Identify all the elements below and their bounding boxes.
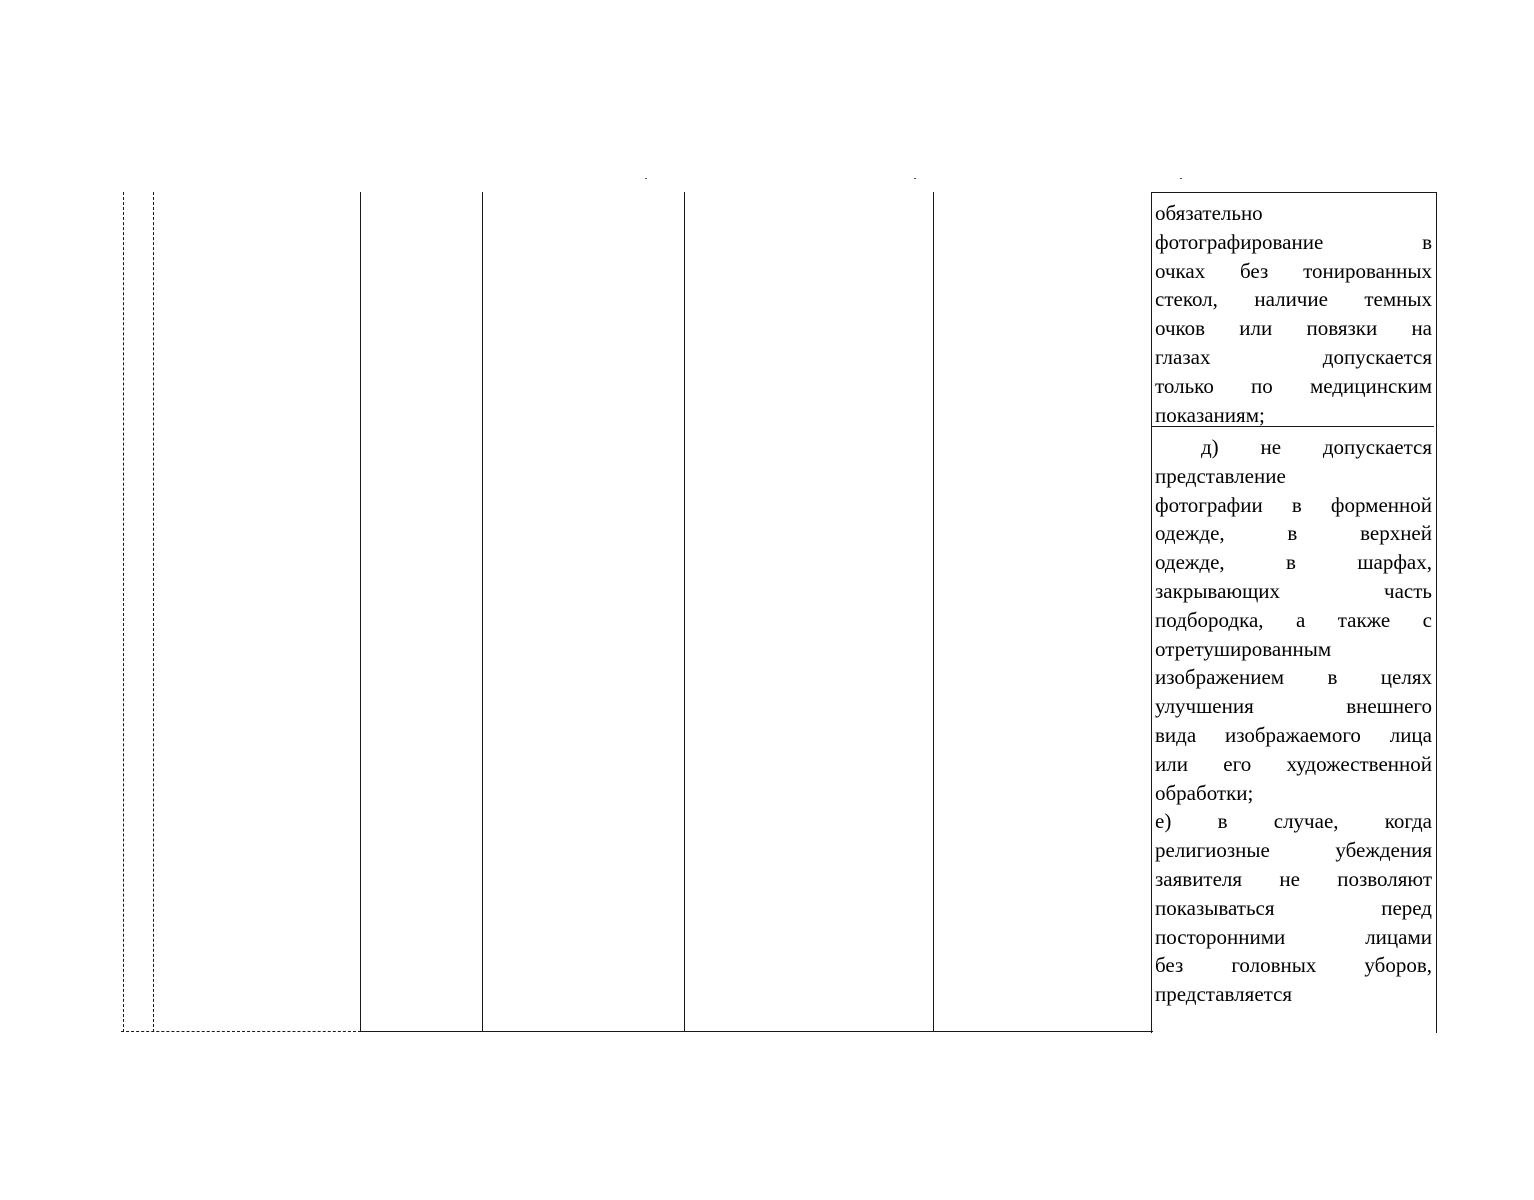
text-line: обработки;	[1155, 780, 1254, 805]
text-line: посторонними лицами	[1155, 924, 1432, 949]
text-line: закрывающих часть	[1155, 578, 1432, 603]
text-line: улучшения внешнего	[1155, 694, 1432, 719]
text-line: стекол, наличие темных	[1155, 287, 1432, 312]
text-line: заявителя не позволяют	[1155, 866, 1432, 891]
text-line: показываться перед	[1155, 895, 1432, 920]
text-line: одежде, в верхней	[1155, 521, 1432, 546]
column-divider-2	[360, 192, 361, 1032]
column-divider-3	[482, 192, 483, 1032]
text-line: фотографирование в	[1155, 229, 1432, 254]
requirements-cell-clothing	[1152, 427, 1434, 1031]
table-bottom-border-left	[121, 1031, 361, 1032]
column-divider-5	[933, 192, 934, 1032]
text-line: изображением в целях	[1155, 665, 1432, 690]
document-table	[121, 192, 1437, 1034]
table-bottom-border-right	[361, 1031, 1153, 1032]
text-line: е) в случае, когда	[1155, 809, 1432, 834]
text-line: очков или повязки на	[1155, 316, 1432, 341]
column-divider-4	[684, 192, 685, 1032]
text-line: фотографии в форменной	[1155, 492, 1432, 517]
text-line: показаниям;	[1155, 402, 1265, 427]
text-line: обязательно	[1155, 201, 1263, 225]
text-line: одежде, в шарфах,	[1155, 550, 1432, 575]
table-border-left	[123, 192, 124, 1032]
text-line: религиозные убеждения	[1155, 838, 1432, 863]
text-line: глазах допускается	[1155, 344, 1432, 369]
requirements-column	[1151, 192, 1437, 1033]
text-line: очках без тонированных	[1155, 258, 1432, 283]
text-line: представляется	[1155, 982, 1293, 1007]
text-line: представление	[1155, 463, 1286, 488]
text-line: д) не допускается	[1201, 435, 1432, 459]
text-line: вида изображаемого лица	[1155, 722, 1432, 747]
text-line: только по медицинским	[1155, 373, 1432, 398]
text-line: или его художественной	[1155, 751, 1432, 776]
text-line: отретушированным	[1155, 636, 1332, 661]
requirements-cell-glasses	[1152, 193, 1434, 427]
text-line: подбородка, а также с	[1155, 607, 1432, 632]
text-line: без головных уборов,	[1155, 953, 1432, 978]
column-divider-1	[153, 192, 154, 1032]
